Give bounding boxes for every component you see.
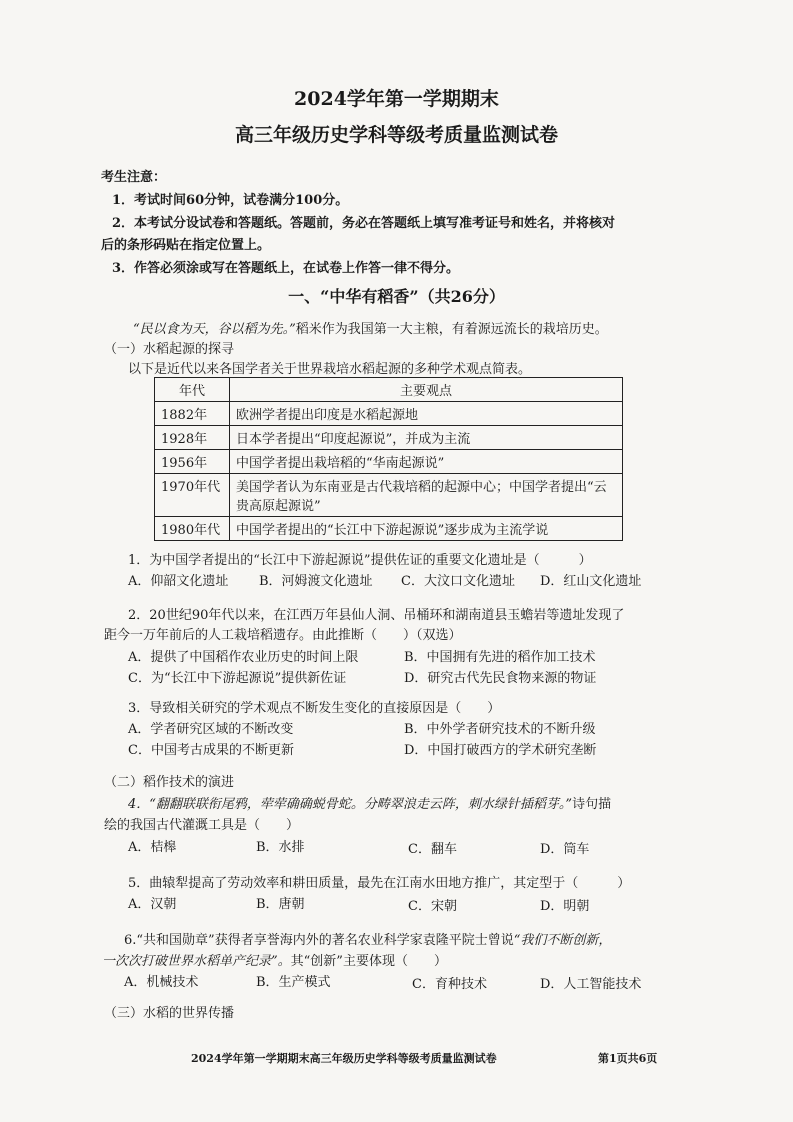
notice-heading: 考生注意：: [101, 170, 167, 185]
table-cell-year: 1970年代: [155, 474, 230, 517]
q5-option-a: A．汉朝: [128, 897, 177, 912]
q6-stem-part1: 6.“共和国勋章”获得者享誉海内外的著名农业科学家袁隆平院士曾说: [124, 933, 514, 948]
table-cell-view: 日本学者提出“印度起源说”，并成为主流: [230, 426, 623, 450]
table-cell-view: 中国学者提出的“长江中下游起源说”逐步成为主流学说: [230, 517, 623, 541]
q4-option-a: A．桔槔: [128, 840, 177, 855]
question-2-stem-cont: 距今一万年前后的人工栽培稻遗存。由此推断（ ）（双选）: [104, 628, 462, 643]
exam-title-line2: 高三年级历史学科等级考质量监测试卷: [234, 124, 558, 146]
section-title: 一、“中华有稻香”（共26分）: [288, 287, 505, 306]
q1-option-a: A．仰韶文化遗址: [128, 574, 229, 589]
q5-option-d: D．明朝: [540, 899, 590, 914]
q4-poem-quote: 4．“翻翻联联衔尾鸦，荦荦确确蜕骨蛇。分畴翠浪走云阵，刺水绿针插稻芽。”: [128, 797, 573, 812]
notice-item-3: 3．作答必须涂或写在答题纸上，在试卷上作答一律不得分。: [112, 261, 460, 276]
q2-option-a: A．提供了中国稻作农业历史的时间上限: [128, 650, 359, 665]
q2-option-d: D．研究古代先民食物来源的物证: [404, 671, 597, 686]
q3-option-a: A．学者研究区域的不断改变: [128, 722, 294, 737]
footer-title: 2024学年第一学期期末高三年级历史学科等级考质量监测试卷: [191, 1052, 497, 1065]
table-cell-year: 1956年: [155, 450, 230, 474]
part1-title: （一）水稻起源的探寻: [104, 342, 235, 357]
q3-option-b: B．中外学者研究技术的不断升级: [404, 722, 596, 737]
q6-option-c: C．育种技术: [412, 977, 487, 992]
table-row: [155, 517, 623, 541]
table-row: [155, 426, 623, 450]
q2-option-b: B．中国拥有先进的稻作加工技术: [404, 650, 596, 665]
q4-option-c: C．翻车: [408, 842, 457, 857]
q1-option-c: C．大汶口文化遗址: [401, 574, 515, 589]
question-6-stem: [124, 929, 611, 948]
q3-option-c: C．中国考古成果的不断更新: [128, 743, 294, 758]
table-row: [155, 402, 623, 426]
q6-option-b: B．生产模式: [256, 975, 331, 990]
notice-item-2: 2．本考试分设试卷和答题纸。答题前，务必在答题纸上填写准考证号和姓名，并将核对: [112, 216, 616, 231]
table-cell-year: 1928年: [155, 426, 230, 450]
q1-option-d: D．红山文化遗址: [540, 574, 642, 589]
table-cell-year: 1980年代: [155, 517, 230, 541]
q4-option-d: D．筒车: [540, 842, 590, 857]
question-4-stem-cont: 绘的我国古代灌溉工具是（ ）: [104, 818, 300, 833]
part3-title: （三）水稻的世界传播: [104, 1006, 235, 1021]
q5-option-c: C．宋朝: [408, 899, 457, 914]
notice-item-1: 1．考试时间60分钟，试卷满分100分。: [112, 193, 349, 208]
table-row: [155, 474, 623, 517]
part2-title: （二）稻作技术的演进: [104, 775, 235, 790]
q1-option-b: B．河姆渡文化遗址: [259, 574, 373, 589]
section-intro: [133, 318, 608, 337]
q4-stem-end: 诗句描: [572, 797, 612, 812]
question-2-stem: 2．20世纪90年代以来，在江西万年县仙人洞、吊桶环和湖南道县玉蟾岩等遗址发现了: [128, 608, 625, 623]
table-row: [155, 450, 623, 474]
q6-quote-part2: 一次次打破世界水稻单产纪录”。: [102, 954, 291, 969]
table-header-year: 年代: [155, 378, 230, 402]
q6-option-d: D．人工智能技术: [540, 977, 642, 992]
intro-text: 稻米作为我国第一大主粮，有着源远流长的栽培历史。: [295, 322, 608, 337]
q6-option-a: A．机械技术: [124, 975, 199, 990]
q6-stem-part2: 其“创新”主要体现（ ）: [290, 954, 447, 969]
table-header-view: 主要观点: [230, 378, 623, 402]
q3-option-d: D．中国打破西方的学术研究垄断: [404, 743, 597, 758]
q4-option-b: B．水排: [256, 840, 305, 855]
notice-item-2-cont: 后的条形码贴在指定位置上。: [101, 238, 271, 253]
footer-page-number: 第1页共6页: [598, 1052, 658, 1065]
exam-title-line1: 2024学年第一学期期末: [294, 88, 499, 110]
origin-views-table: [154, 377, 623, 541]
table-intro: 以下是近代以来各国学者关于世界栽培水稻起源的多种学术观点简表。: [128, 362, 532, 377]
intro-quote: “民以食为天，谷以稻为先。”: [133, 322, 296, 337]
question-3-stem: 3．导致相关研究的学术观点不断发生变化的直接原因是（ ）: [128, 701, 501, 716]
question-6-stem-cont: [102, 950, 447, 969]
q2-option-c: C．为“长江中下游起源说”提供新佐证: [128, 671, 347, 686]
question-1-stem: 1．为中国学者提出的“长江中下游起源说”提供佐证的重要文化遗址是（ ）: [128, 553, 592, 568]
question-4-stem: [128, 793, 611, 812]
table-cell-year: 1882年: [155, 402, 230, 426]
table-cell-view: 美国学者认为东南亚是古代栽培稻的起源中心；中国学者提出“云贵高原起源说”: [230, 474, 623, 517]
question-5-stem: 5．曲辕犁提高了劳动效率和耕田质量，最先在江南水田地方推广，其定型于（ ）: [128, 876, 631, 891]
table-cell-view: 欧洲学者提出印度是水稻起源地: [230, 402, 623, 426]
q6-quote-part1: “我们不断创新，: [513, 933, 612, 948]
table-cell-view: 中国学者提出栽培稻的“华南起源说”: [230, 450, 623, 474]
table-header-row: [155, 378, 623, 402]
q5-option-b: B．唐朝: [256, 897, 305, 912]
